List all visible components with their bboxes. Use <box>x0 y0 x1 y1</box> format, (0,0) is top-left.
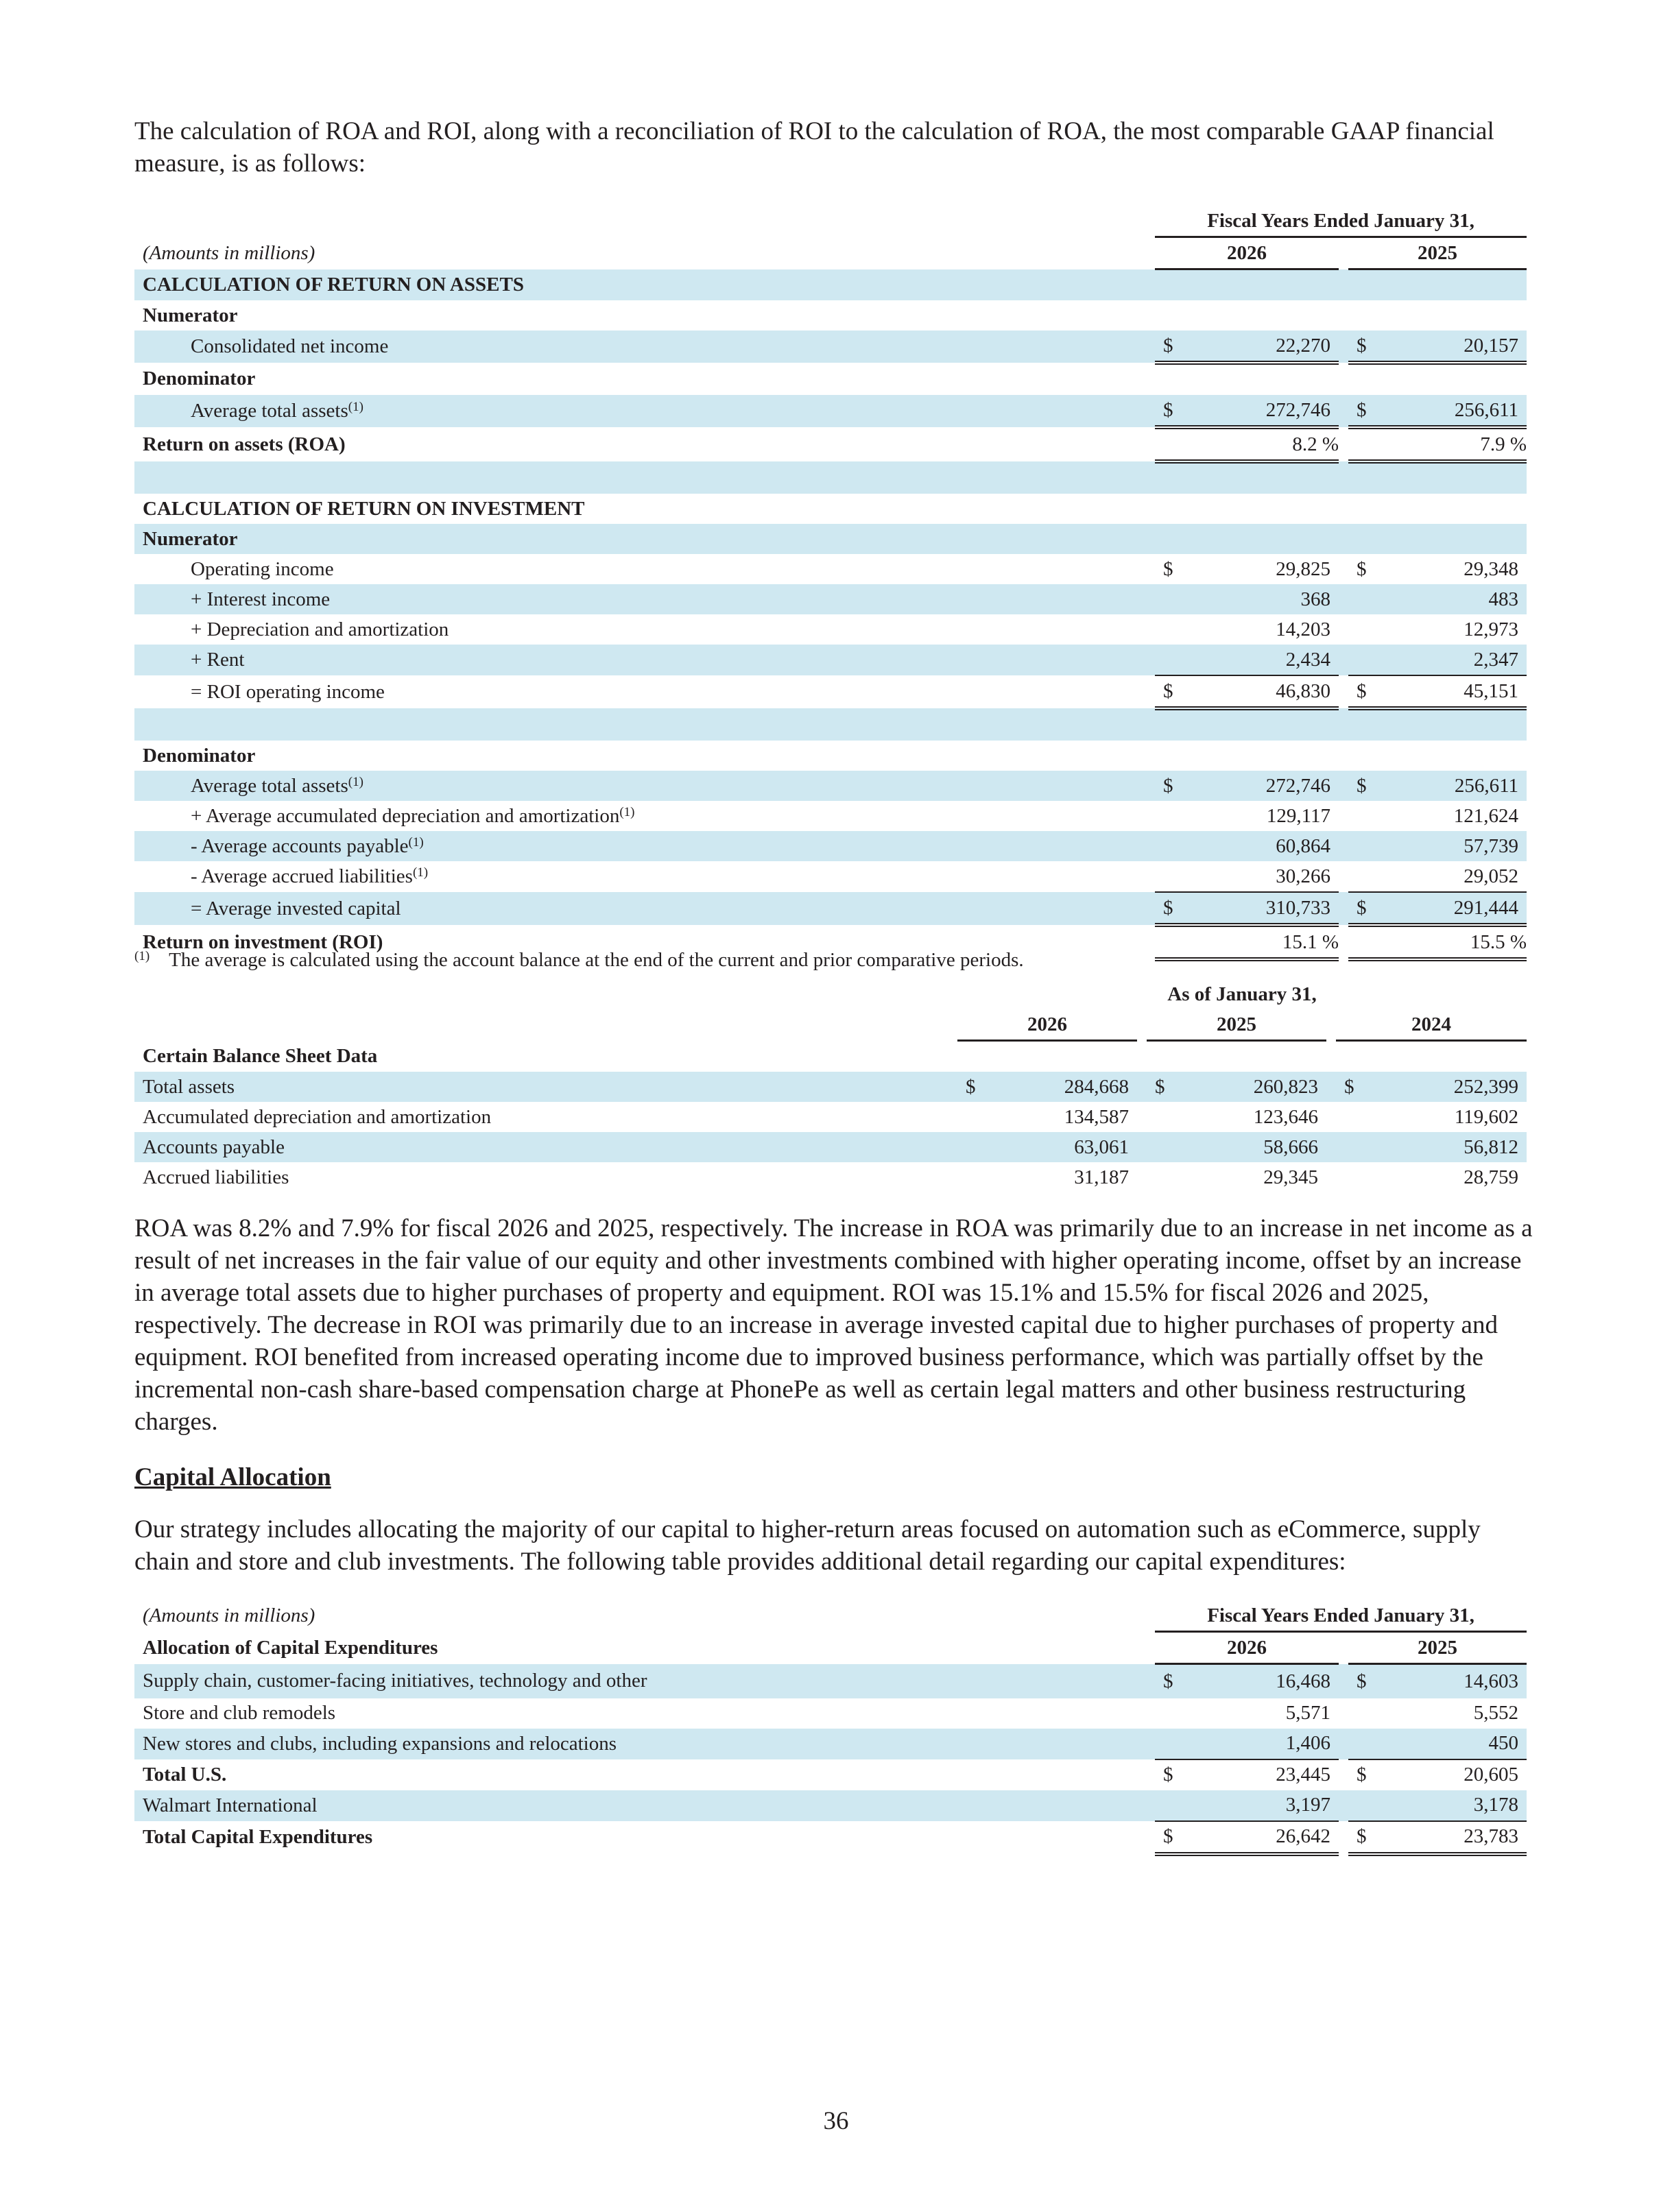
row-label: Total U.S. <box>143 1763 227 1786</box>
table-row <box>134 1072 1527 1102</box>
footnote-marker: (1) <box>619 804 635 819</box>
intro-paragraph: The calculation of ROA and ROI, along with a reconciliation of ROI to the calculation of ROA, the most comparable GAAP financial measure, is as follows: <box>134 117 1494 178</box>
value-2024: 56,812 <box>1405 1132 1527 1162</box>
row-label: + Average accumulated depreciation and amortization$^{(1)}$ <box>191 804 635 827</box>
denominator-label: Denominator <box>143 744 256 767</box>
table-row <box>134 524 1527 554</box>
table-row <box>134 554 1527 584</box>
table-row <box>134 1759 1527 1790</box>
row-label: Store and club remodels <box>143 1702 336 1724</box>
value-2025: 256,611 <box>1417 395 1527 427</box>
row-label: + Rent <box>134 645 1155 675</box>
numerator-label: Numerator <box>143 304 238 326</box>
capital-allocation-heading: Capital Allocation <box>134 1463 331 1491</box>
currency-symbol: $ <box>1348 771 1417 801</box>
currency-symbol: $ <box>1155 1664 1223 1698</box>
table-row <box>134 300 1527 330</box>
value-2024: 252,399 <box>1405 1072 1527 1102</box>
value-2025: 121,624 <box>1453 804 1519 827</box>
table-row <box>134 1729 1527 1759</box>
value-2025: 57,739 <box>1417 831 1527 861</box>
units-note: (Amounts in millions) <box>143 241 315 264</box>
value-2025: 58,666 <box>1215 1132 1326 1162</box>
table-row <box>134 330 1527 363</box>
currency-symbol: $ <box>1348 395 1417 427</box>
row-label: Operating income <box>191 557 334 580</box>
roi-2025: 15.5 % <box>1417 925 1527 959</box>
table-row <box>134 801 1527 831</box>
table-row <box>134 395 1527 427</box>
row-label: - Average accrued liabilities$^{(1)}$ <box>191 865 429 887</box>
currency-symbol: $ <box>1348 1821 1417 1854</box>
table-row <box>134 1132 1527 1162</box>
currency-symbol: $ <box>1155 771 1223 801</box>
row-label: + Interest income <box>134 584 1155 614</box>
table-row <box>134 1821 1527 1854</box>
row-label: Accumulated depreciation and amortization <box>143 1105 492 1128</box>
value-2026: 272,746 <box>1223 395 1339 427</box>
row-label: Total Capital Expenditures <box>143 1826 373 1848</box>
row-label: Average total assets$^{(1)}$ <box>134 395 1155 427</box>
value-2024: 28,759 <box>1464 1166 1519 1188</box>
value-2026: 26,642 <box>1223 1821 1339 1854</box>
period-header: As of January 31, <box>1167 983 1317 1005</box>
row-label: Accounts payable <box>134 1132 957 1162</box>
table-row <box>134 269 1527 301</box>
value-2025: 20,157 <box>1417 330 1527 363</box>
row-label: - Average accounts payable$^{(1)}$ <box>134 831 1155 861</box>
currency-symbol: $ <box>1155 1821 1223 1854</box>
year-header-2024: 2024 <box>1336 1009 1527 1041</box>
currency-symbol: $ <box>957 1072 1026 1102</box>
value-2026: 272,746 <box>1223 771 1339 801</box>
currency-symbol: $ <box>1155 675 1223 708</box>
value-2026: 3,197 <box>1223 1790 1339 1821</box>
value-2025: 291,444 <box>1417 892 1527 925</box>
table-row <box>134 831 1527 861</box>
table-row <box>134 645 1527 675</box>
period-header: Fiscal Years Ended January 31, <box>1155 206 1527 237</box>
table-row <box>134 708 1527 741</box>
row-label: Consolidated net income <box>134 330 1155 363</box>
value-2025: 14,603 <box>1417 1664 1527 1698</box>
denominator-label: Denominator <box>143 368 256 389</box>
value-2025: 45,151 <box>1417 675 1527 708</box>
currency-symbol: $ <box>1163 557 1173 580</box>
capex-table <box>134 1600 1527 1856</box>
footnote <box>134 949 1024 972</box>
row-label: Total assets <box>134 1072 957 1102</box>
table-row <box>134 861 1527 892</box>
value-2026: 5,571 <box>1285 1702 1330 1724</box>
value-2025: 123,646 <box>1253 1105 1318 1128</box>
table-row <box>134 461 1527 494</box>
table-title: Allocation of Capital Expenditures <box>143 1636 438 1659</box>
row-label: Supply chain, customer-facing initiatives, technology and other <box>134 1664 1155 1698</box>
table-row <box>134 741 1527 771</box>
row-label: Walmart International <box>134 1790 1155 1821</box>
value-2026: 29,825 <box>1276 557 1330 580</box>
value-2026: 46,830 <box>1223 675 1339 708</box>
table-row <box>134 771 1527 801</box>
currency-symbol: $ <box>1348 1664 1417 1698</box>
value-2025: 260,823 <box>1215 1072 1326 1102</box>
row-label: + Depreciation and amortization <box>191 618 449 640</box>
table-row <box>134 1698 1527 1729</box>
value-2026: 1,406 <box>1223 1729 1339 1759</box>
currency-symbol: $ <box>1155 395 1223 427</box>
table-row <box>134 1102 1527 1132</box>
roa-roi-table <box>134 206 1527 961</box>
footnote-marker: (1) <box>412 865 429 880</box>
value-2025: 20,605 <box>1464 1764 1519 1786</box>
footnote-marker: (1) <box>134 949 150 963</box>
year-header-2025: 2025 <box>1348 237 1527 269</box>
year-header-2025: 2025 <box>1348 1632 1527 1664</box>
roa-2026: 8.2 % <box>1223 427 1339 461</box>
page-number: 36 <box>823 2107 849 2135</box>
section-title-roi: CALCULATION OF RETURN ON INVESTMENT <box>143 497 585 520</box>
table-row <box>134 892 1527 925</box>
value-2026: 63,061 <box>1026 1132 1137 1162</box>
value-2025: 2,347 <box>1417 645 1527 675</box>
value-2025: 483 <box>1417 584 1527 614</box>
currency-symbol: $ <box>1163 1764 1173 1786</box>
value-2025: 23,783 <box>1417 1821 1527 1854</box>
table-row <box>134 494 1527 524</box>
value-2026: 310,733 <box>1223 892 1339 925</box>
row-label: = Average invested capital <box>134 892 1155 925</box>
roi-label: Return on investment (ROI) <box>143 930 383 953</box>
currency-symbol: $ <box>1357 1764 1367 1786</box>
row-label: New stores and clubs, including expansions and relocations <box>134 1729 1155 1759</box>
numerator-label: Numerator <box>134 524 1155 554</box>
footnote-marker: (1) <box>348 400 363 414</box>
footnote-marker: (1) <box>348 774 363 789</box>
row-label: = ROI operating income <box>191 680 385 703</box>
year-header-2026: 2026 <box>1155 1632 1339 1664</box>
roa-2025: 7.9 % <box>1417 427 1527 461</box>
period-header: Fiscal Years Ended January 31, <box>1155 1600 1527 1632</box>
value-2025: 3,178 <box>1417 1790 1527 1821</box>
value-2025: 29,345 <box>1263 1166 1318 1188</box>
units-note: (Amounts in millions) <box>143 1604 315 1627</box>
value-2025: 256,611 <box>1417 771 1527 801</box>
row-label: Accrued liabilities <box>143 1166 289 1188</box>
value-2026: 2,434 <box>1223 645 1339 675</box>
currency-symbol: $ <box>1357 557 1367 580</box>
footnote-text: The average is calculated using the account balance at the end of the current and prior comparative periods. <box>169 949 1024 971</box>
currency-symbol: $ <box>1348 330 1417 363</box>
roa-label: Return on assets (ROA) <box>143 433 346 455</box>
balance-sheet-table <box>134 979 1527 1192</box>
value-2026: 30,266 <box>1223 861 1339 892</box>
table-row <box>134 614 1527 645</box>
year-header-2026: 2026 <box>1155 237 1339 269</box>
table-row <box>134 427 1527 461</box>
analysis-paragraph: ROA was 8.2% and 7.9% for fiscal 2026 and 2025, respectively. The increase in ROA was primarily due to an increase in net income as a result of net increases in the fair value of our equity and other investments combined with higher operating income, offset by an increase in average total assets due to higher purchases of property and equipment. ROI was 15.1% and 15.5% for fiscal 2026 and 2025, respectively. The decrease in ROI was primarily due to an increase in average invested capital due to higher purchases of property and equipment. ROI benefited from increased operating income due to improved business performance, which was partially offset by the incremental non-cash share-based compensation charge at PhonePe as well as certain legal matters and other business restructuring charges. <box>134 1214 1533 1436</box>
currency-symbol: $ <box>1348 675 1417 708</box>
table-row <box>134 584 1527 614</box>
value-2025: 450 <box>1417 1729 1527 1759</box>
footnote-marker: (1) <box>408 834 424 850</box>
value-2025: 29,348 <box>1464 557 1519 580</box>
value-2025: 29,052 <box>1417 861 1527 892</box>
roi-2026: 15.1 % <box>1223 925 1339 959</box>
capital-allocation-paragraph: Our strategy includes allocating the majority of our capital to higher-return areas focused on automation such as eCommerce, supply chain and store and club investments. The following table provides additional detail regarding our capital expenditures: <box>134 1515 1481 1576</box>
value-2026: 16,468 <box>1223 1664 1339 1698</box>
value-2026: 22,270 <box>1223 330 1339 363</box>
table-row <box>134 675 1527 708</box>
section-title-roa: CALCULATION OF RETURN ON ASSETS <box>134 269 1155 301</box>
value-2026: 134,587 <box>1064 1105 1129 1128</box>
currency-symbol: $ <box>1336 1072 1405 1102</box>
currency-symbol: $ <box>1155 330 1223 363</box>
value-2026: 129,117 <box>1266 804 1330 827</box>
row-label: Average total assets$^{(1)}$ <box>134 771 1155 801</box>
value-2026: 31,187 <box>1074 1166 1129 1188</box>
value-2024: 119,602 <box>1454 1105 1519 1128</box>
value-2026: 14,203 <box>1276 618 1330 640</box>
year-header-2026: 2026 <box>957 1009 1137 1041</box>
table-row <box>134 363 1527 395</box>
value-2026: 60,864 <box>1223 831 1339 861</box>
table-title: Certain Balance Sheet Data <box>143 1044 378 1067</box>
currency-symbol: $ <box>1147 1072 1215 1102</box>
year-header-2025: 2025 <box>1147 1009 1326 1041</box>
currency-symbol: $ <box>1155 892 1223 925</box>
value-2026: 368 <box>1223 584 1339 614</box>
table-row <box>134 1162 1527 1192</box>
value-2026: 284,668 <box>1026 1072 1137 1102</box>
currency-symbol: $ <box>1348 892 1417 925</box>
table-row <box>134 1664 1527 1698</box>
value-2025: 12,973 <box>1464 618 1519 640</box>
table-row <box>134 1790 1527 1821</box>
value-2026: 23,445 <box>1276 1764 1330 1786</box>
value-2025: 5,552 <box>1473 1702 1519 1724</box>
